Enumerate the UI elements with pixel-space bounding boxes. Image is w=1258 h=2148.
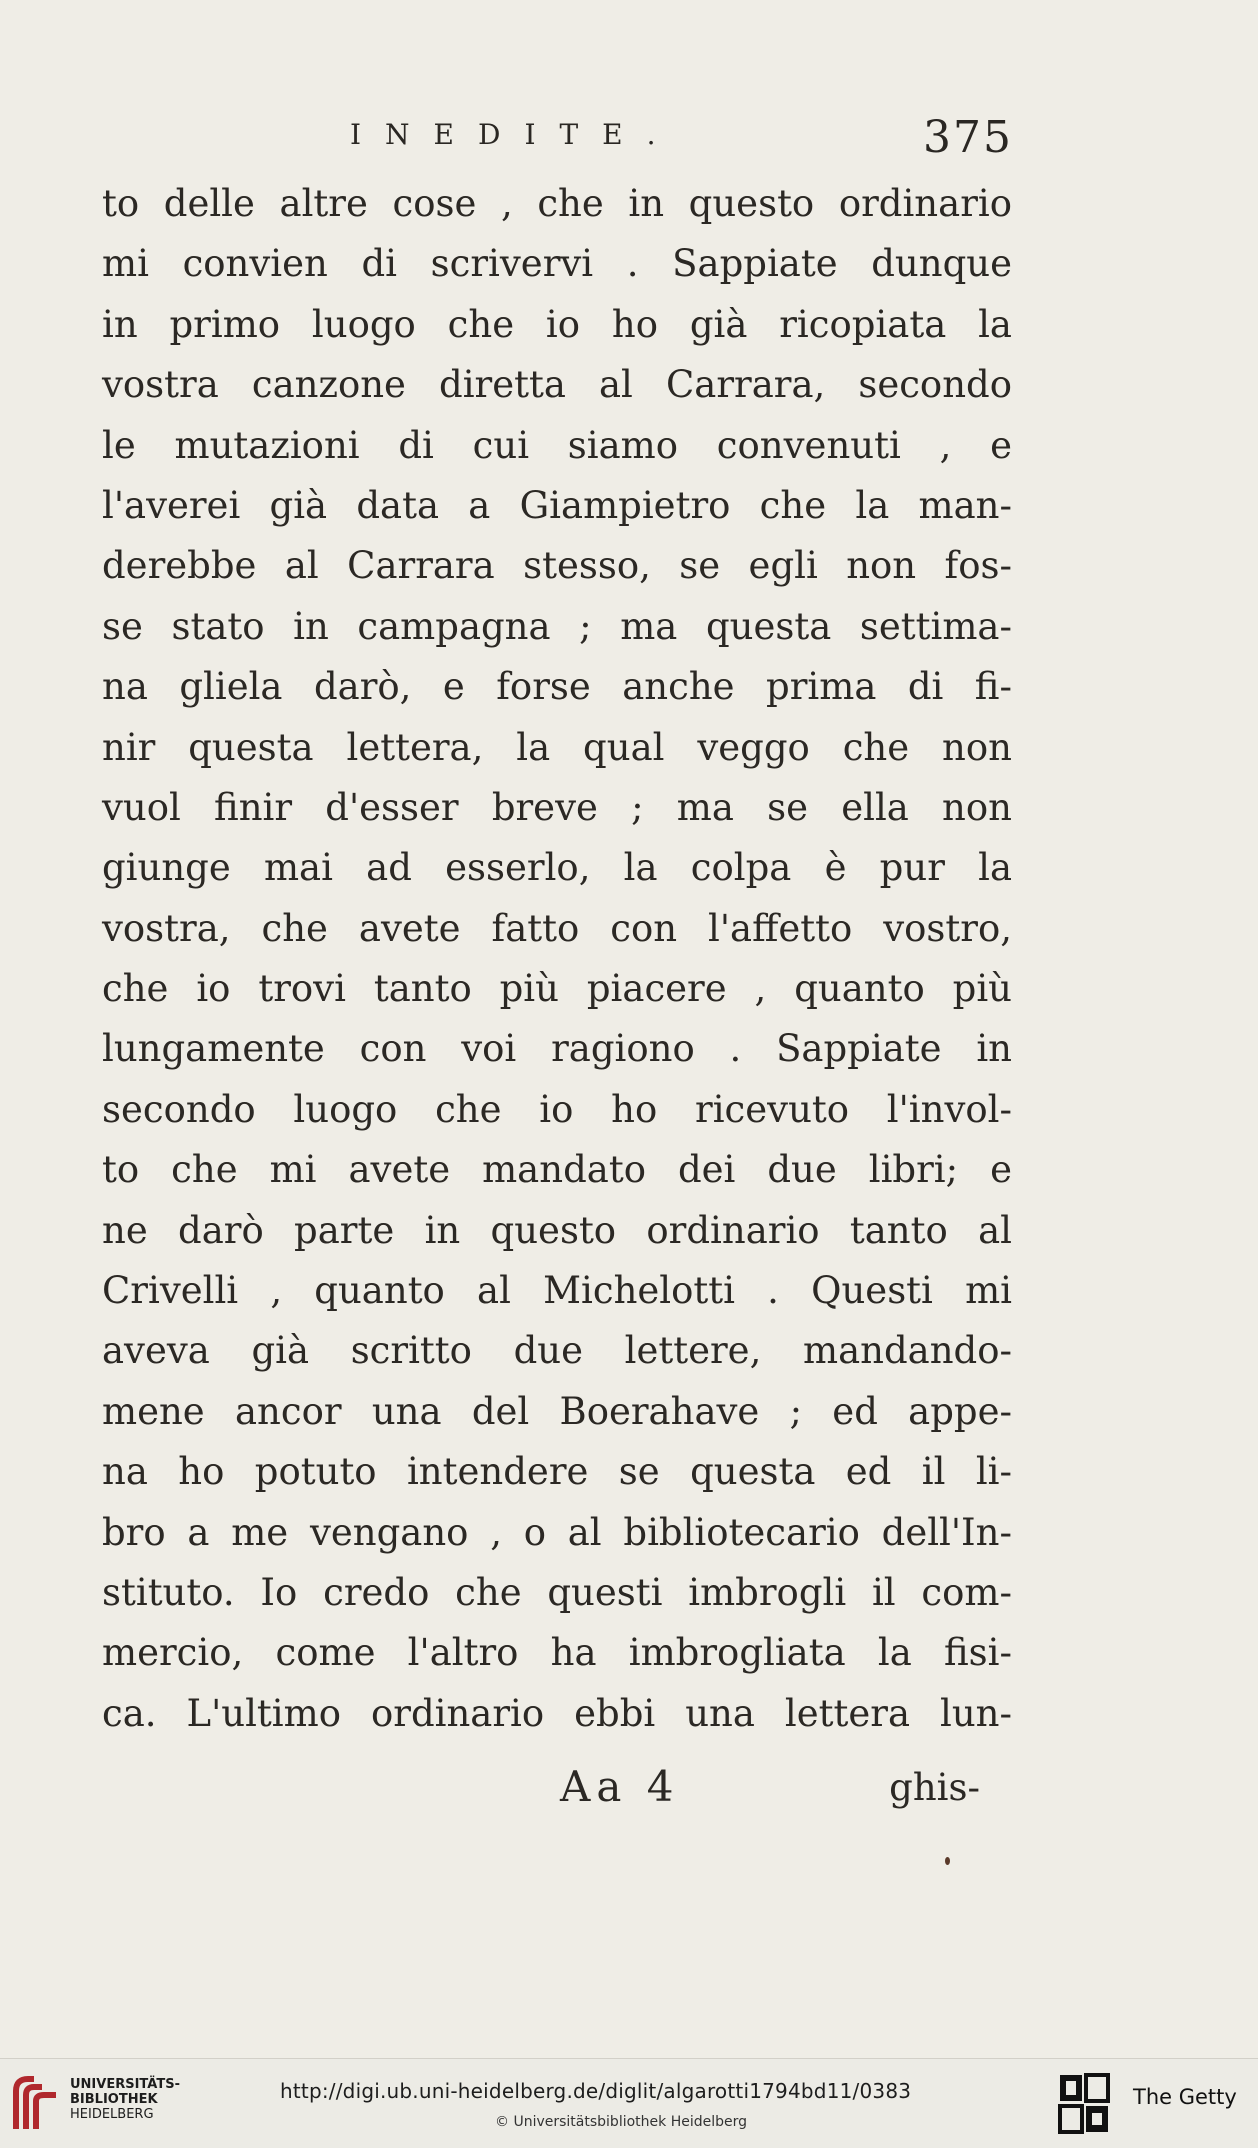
text-line: l'averei già data a Giampietro che la man- xyxy=(102,483,1012,527)
text-line: ne darò parte in questo ordinario tanto al xyxy=(102,1208,1012,1252)
text-line: na ho potuto intendere se questa ed il li- xyxy=(102,1450,1012,1494)
text-line: ca. L'ultimo ordinario ebbi una lettera lun- xyxy=(102,1691,1012,1735)
library-name-line: BIBLIOTHEK xyxy=(70,2092,158,2107)
text-line: vostra canzone diretta al Carrara, secondo xyxy=(102,363,1012,407)
text-line: in primo luogo che io ho già ricopiata la xyxy=(102,302,1012,346)
text-line: giunge mai ad esserlo, la colpa è pur la xyxy=(102,846,1012,890)
library-logo-icon xyxy=(12,2073,62,2133)
library-name-line: UNIVERSITÄTS- xyxy=(70,2077,180,2092)
text-line: le mutazioni di cui siamo convenuti , e xyxy=(102,423,1012,467)
text-line: nir questa lettera, la qual veggo che non xyxy=(102,725,1012,769)
ink-spot xyxy=(945,1857,950,1865)
signature-mark: Aa 4 xyxy=(560,1762,680,1811)
letter-text xyxy=(102,174,1012,1744)
text-line: mi convien di scrivervi . Sappiate dunque xyxy=(102,242,1012,286)
text-line: stituto. Io credo che questi imbrogli il com- xyxy=(102,1570,1012,1614)
text-line: vuol finir d'esser breve ; ma se ella non xyxy=(102,785,1012,829)
permalink-url[interactable]: http://digi.ub.uni-heidelberg.de/diglit/algarotti1794bd11/0383 xyxy=(280,2079,912,2103)
catchword: ghis- xyxy=(889,1766,980,1809)
text-line: lungamente con voi ragiono . Sappiate in xyxy=(102,1027,1012,1071)
page-number: 375 xyxy=(923,112,1013,163)
copyright-notice: © Universitätsbibliothek Heidelberg xyxy=(495,2114,748,2130)
getty-logo-icon xyxy=(1058,2073,1110,2135)
text-line: bro a me vengano , o al bibliotecario dell'In- xyxy=(102,1510,1012,1554)
text-line: to che mi avete mandato dei due libri; e xyxy=(102,1148,1012,1192)
text-line: aveva già scritto due lettere, mandando- xyxy=(102,1329,1012,1373)
library-name-line: HEIDELBERG xyxy=(70,2107,154,2122)
viewer-footer xyxy=(0,2058,1258,2148)
text-line: to delle altre cose , che in questo ordinario xyxy=(102,182,1012,225)
text-line: derebbe al Carrara stesso, se egli non fos- xyxy=(102,544,1012,588)
partner-name: The Getty xyxy=(1133,2085,1237,2109)
text-line: na gliela darò, e forse anche prima di fi- xyxy=(102,665,1012,709)
text-line: Crivelli , quanto al Michelotti . Questi mi xyxy=(102,1269,1012,1313)
text-line: mene ancor una del Boerahave ; ed appe- xyxy=(102,1389,1012,1433)
text-line: se stato in campagna ; ma questa settima- xyxy=(102,604,1012,648)
running-head: INEDITE. xyxy=(350,118,680,151)
text-line: vostra, che avete fatto con l'affetto vostro, xyxy=(102,906,1012,950)
text-line: secondo luogo che io ho ricevuto l'invol- xyxy=(102,1087,1012,1131)
page-footer-line xyxy=(560,1762,980,1822)
text-line: che io trovi tanto più piacere , quanto più xyxy=(102,967,1012,1011)
library-name xyxy=(70,2077,180,2122)
text-line: mercio, come l'altro ha imbrogliata la fisi- xyxy=(102,1631,1012,1675)
page-header xyxy=(350,112,1050,172)
